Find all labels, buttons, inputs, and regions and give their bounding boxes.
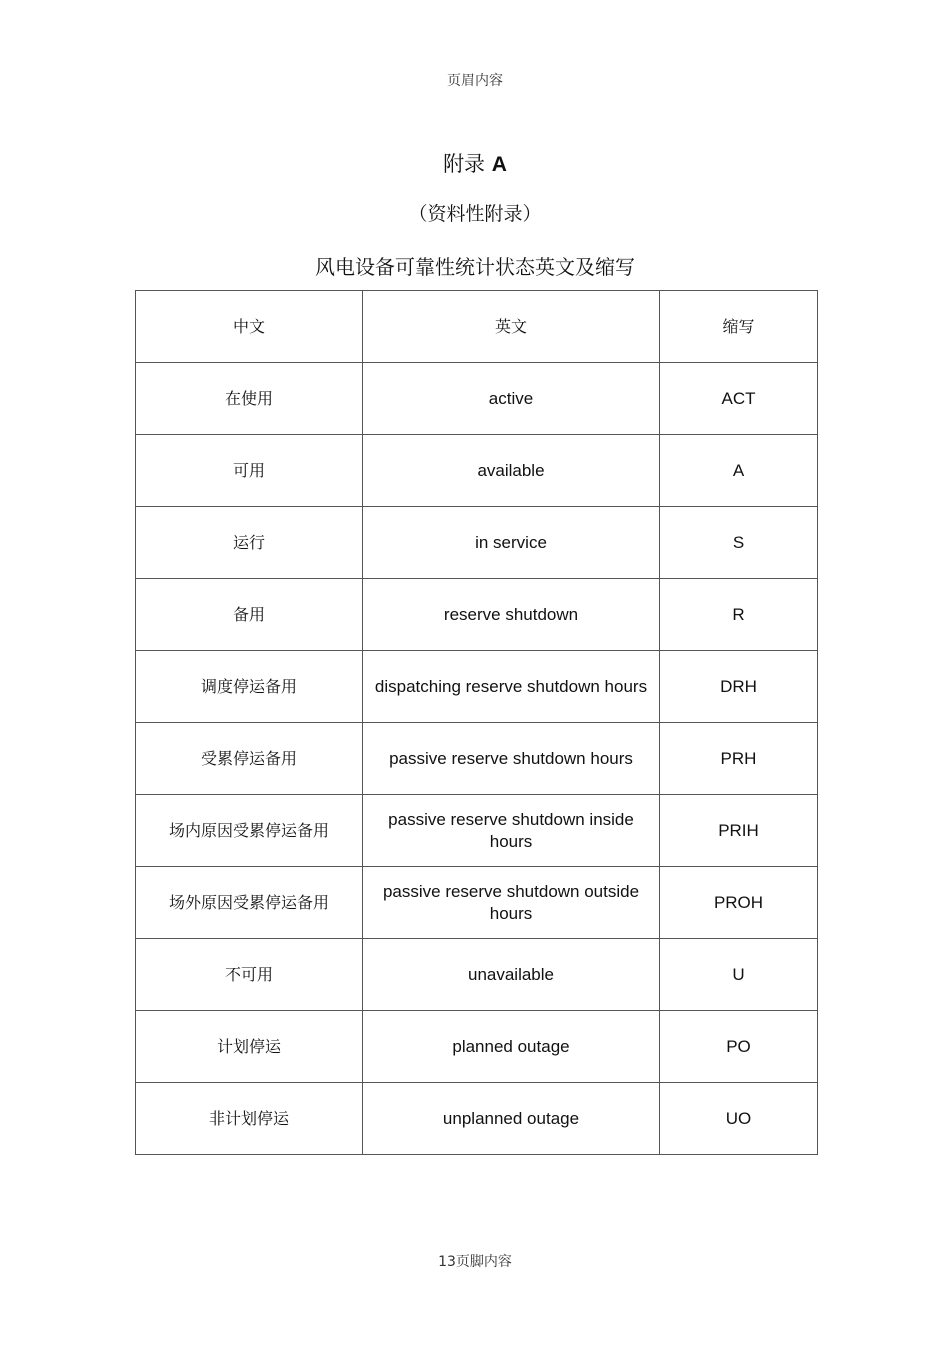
cell-chinese: 可用 [136, 435, 363, 507]
cell-abbreviation: PROH [660, 867, 818, 939]
cell-english: active [363, 363, 660, 435]
table-row [136, 579, 818, 651]
cell-chinese: 不可用 [136, 939, 363, 1011]
cell-english: in service [363, 507, 660, 579]
appendix-subtitle: （资料性附录） [408, 203, 542, 225]
cell-chinese: 场外原因受累停运备用 [136, 867, 363, 939]
cell-english: passive reserve shutdown hours [363, 723, 660, 795]
cell-abbreviation: PO [660, 1011, 818, 1083]
page-header: 页眉内容 [447, 73, 503, 89]
table-row [136, 939, 818, 1011]
cell-english: planned outage [363, 1011, 660, 1083]
table-row [136, 363, 818, 435]
cell-english: unplanned outage [363, 1083, 660, 1155]
cell-chinese: 在使用 [136, 363, 363, 435]
table-row [136, 867, 818, 939]
cell-chinese: 调度停运备用 [136, 651, 363, 723]
status-table [135, 290, 818, 1155]
cell-chinese: 计划停运 [136, 1011, 363, 1083]
cell-abbreviation: R [660, 579, 818, 651]
cell-english: passive reserve shutdown inside hours [363, 795, 660, 867]
cell-english: unavailable [363, 939, 660, 1011]
page-footer: 13页脚内容 [438, 1254, 512, 1270]
cell-english: passive reserve shutdown outside hours [363, 867, 660, 939]
table-caption: 风电设备可靠性统计状态英文及缩写 [315, 255, 635, 279]
header-chinese: 中文 [136, 291, 363, 363]
cell-abbreviation: PRH [660, 723, 818, 795]
cell-abbreviation: A [660, 435, 818, 507]
cell-chinese: 受累停运备用 [136, 723, 363, 795]
table-row [136, 507, 818, 579]
header-abbreviation: 缩写 [660, 291, 818, 363]
cell-english: reserve shutdown [363, 579, 660, 651]
table-row [136, 1083, 818, 1155]
appendix-title [0, 148, 950, 178]
table-header-row [136, 291, 818, 363]
table-row [136, 1011, 818, 1083]
cell-chinese: 场内原因受累停运备用 [136, 795, 363, 867]
appendix-title-prefix: 附录 [443, 152, 486, 176]
cell-chinese: 备用 [136, 579, 363, 651]
cell-chinese: 运行 [136, 507, 363, 579]
cell-abbreviation: DRH [660, 651, 818, 723]
cell-chinese: 非计划停运 [136, 1083, 363, 1155]
cell-abbreviation: ACT [660, 363, 818, 435]
table-row [136, 435, 818, 507]
table-row [136, 651, 818, 723]
cell-english: available [363, 435, 660, 507]
cell-abbreviation: PRIH [660, 795, 818, 867]
cell-abbreviation: S [660, 507, 818, 579]
table-row [136, 795, 818, 867]
cell-abbreviation: UO [660, 1083, 818, 1155]
appendix-title-letter: A [491, 153, 507, 176]
header-english: 英文 [363, 291, 660, 363]
cell-abbreviation: U [660, 939, 818, 1011]
table-row [136, 723, 818, 795]
cell-english: dispatching reserve shutdown hours [363, 651, 660, 723]
